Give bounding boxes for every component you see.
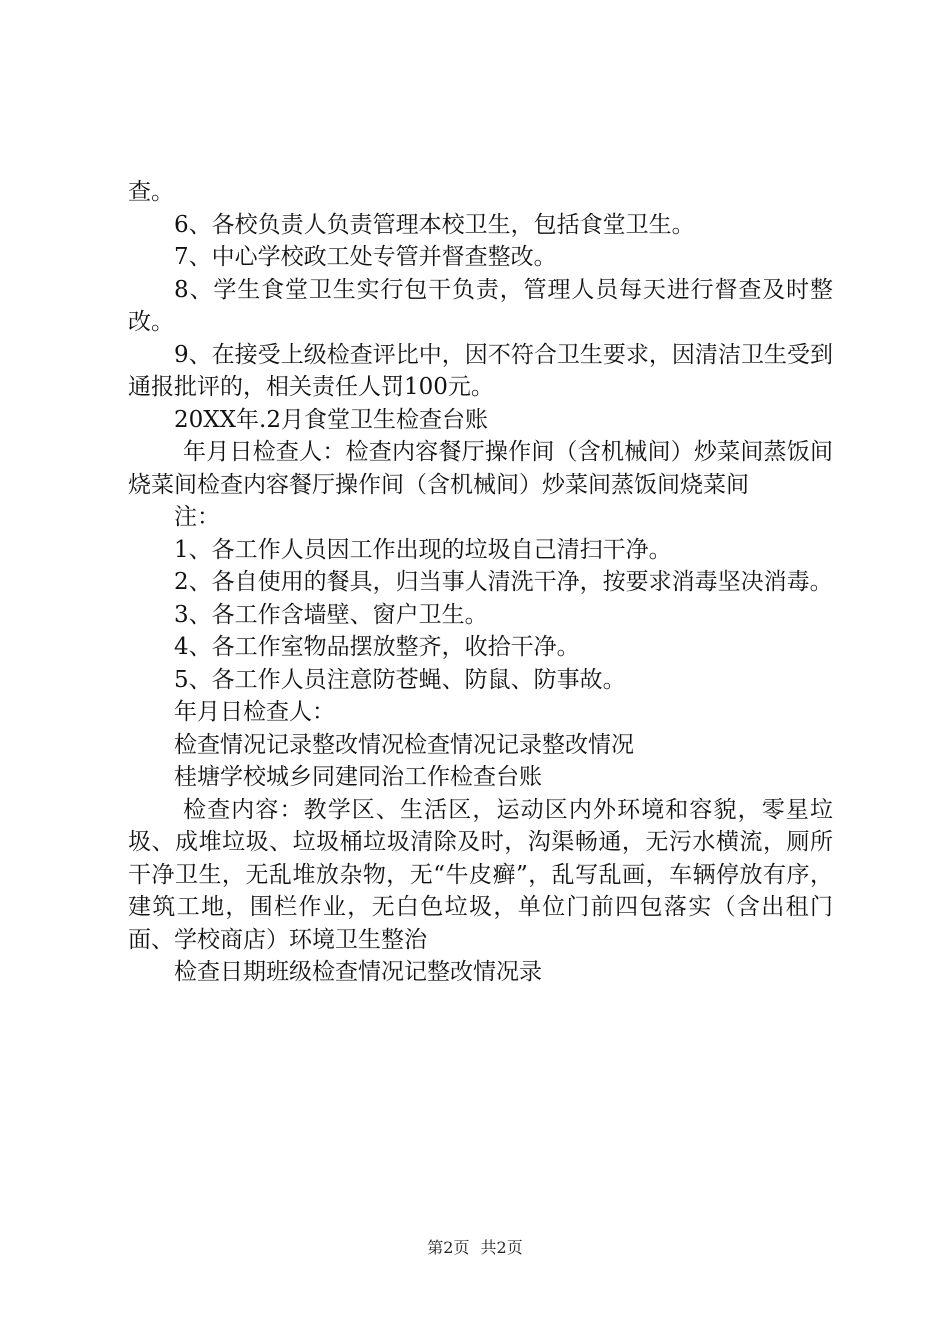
canteen-ledger-title: 20XX年.2月食堂卫生检查台账 — [174, 406, 488, 433]
document-body — [128, 176, 833, 989]
note-item-2: 2、各自使用的餐具，归当事人清洗干净，按要求消毒坚决消毒。 — [174, 569, 833, 595]
page-total: 共2页 — [480, 1238, 523, 1257]
record-columns-line: 检查情况记录整改情况检查情况记录整改情况 — [174, 731, 634, 758]
paragraph-item-9: 9、在接受上级检查评比中，因不符合卫生要求，因清洁卫生受到通报批评的，相关责任人罚100元。 — [128, 341, 833, 400]
inspection-columns-line: 检查日期班级检查情况记整改情况录 — [174, 959, 542, 985]
paragraph-continuation: 查。 — [128, 179, 174, 205]
note-heading: 注： — [174, 504, 220, 530]
paragraph-item-8: 8、学生食堂卫生实行包干负责，管理人员每天进行督查及时整改。 — [128, 276, 833, 335]
note-item-3: 3、各工作含墙壁、窗户卫生。 — [174, 601, 488, 628]
note-item-4: 4、各工作室物品摆放整齐，收拾干净。 — [174, 634, 580, 660]
paragraph-item-7: 7、中心学校政工处专管并督查整改。 — [174, 244, 557, 270]
paragraph-item-6: 6、各校负责人负责管理本校卫生，包括食堂卫生。 — [174, 211, 695, 238]
note-item-5: 5、各工作人员注意防苍蝇、防鼠、防事故。 — [174, 666, 626, 693]
inspection-content: 检查内容：教学区、生活区，运动区内外环境和容貌，零星垃圾、成堆垃圾、垃圾桶垃圾清除及时，沟渠畅通，无污水横流，厕所干净卫生，无乱堆放杂物，无“牛皮癣”，乱写乱画，车辆停放有序，建筑工地，围栏作业，无白色垃圾，单位门前四包落实（含出租门面、学校商店）环境卫生整治 — [128, 796, 833, 953]
page-number: 第2页 — [427, 1238, 470, 1257]
canteen-inspection-header: 年月日检查人：检查内容餐厅操作间（含机械间）炒菜间蒸饭间烧菜间检查内容餐厅操作间（含机械间）炒菜间蒸饭间烧菜间 — [128, 439, 833, 498]
page-footer — [0, 1238, 950, 1258]
inspector-line: 年月日检查人： — [174, 699, 335, 725]
school-ledger-title: 桂塘学校城乡同建同治工作检查台账 — [174, 764, 542, 790]
note-item-1: 1、各工作人员因工作出现的垃圾自己清扫干净。 — [174, 536, 672, 563]
